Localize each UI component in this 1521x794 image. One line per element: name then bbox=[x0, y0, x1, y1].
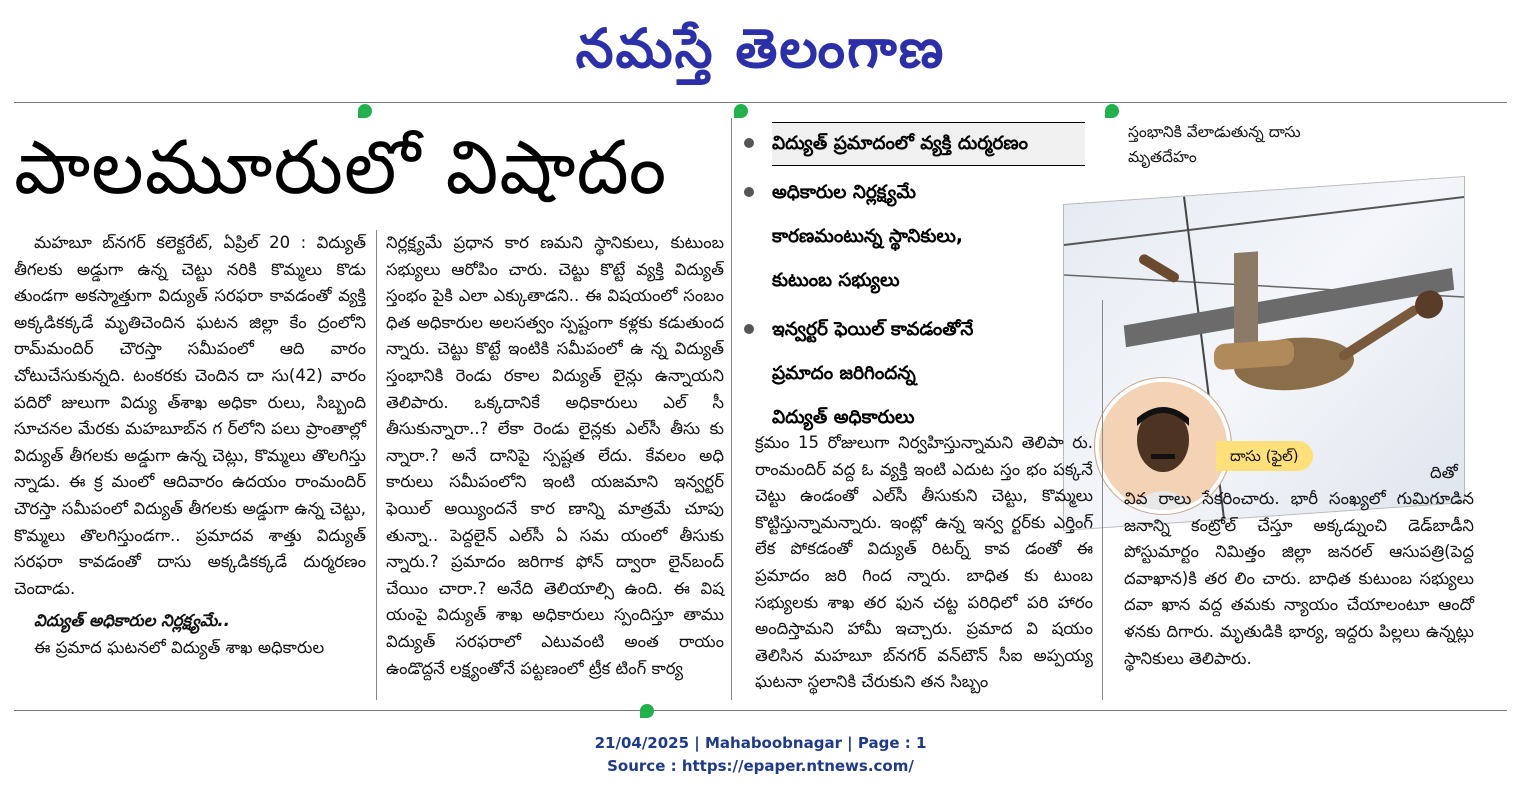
decorative-dot-icon bbox=[640, 704, 654, 718]
body-paragraph: నిర్లక్ష్యమే ప్రధాన కార ణమని స్థానికులు, కుటుంబ సభ్యులు ఆరోపిం చారు. చెట్టు కొట్టే వ్యక్తి విద్యుత్ స్తంభం పైకి ఎలా ఎక్కుతాడని.. ఈ విషయంలో సంబం ధిత అధికారుల అలసత్వం స్పష్టంగా కళ్లకు కడుతుంద న్నారు. చెట్టు కొట్టే ఇంటికి సమీపంలో ఉ న్న విద్యుత్ స్తంభానికి రెండు రకాల విద్యుత్ లైన్లు ఉన్నాయని తెలిపారు. ఒక్కదానికే అధికారులు ఎల్ సీ తీసుకున్నారా..? లేకా రెండు లైన్లకు ఎల్‌సీ తీసు కు న్నారా.? అనే దానిపై స్పష్టత లేదు. కేవలం అధి కారులు సమీపంలోని ఇంటి యజమాని ఇన్వర్టర్ ఫెయిల్ అయ్యిందనే కార ణాన్ని మాత్రమే చూపు తున్నా.. పెద్దలైన్ ఎల్‌సీ ఏ సమ యంలో తీసుకు న్నారు.? ప్రమాదం జరిగాక ఫోన్ ద్వారా లైన్‌బంద్ చేయిం చారా.? అనేది తెలియాల్సి ఉంది. ఈ విష యంపై విద్యుత్ శాఖ అధికారులు స్పందిస్తూ తాము విద్యుత్ సరఫరాలో ఎటువంటి అంత రాయం ఉండొద్దనే లక్ష్యంతోనే పట్టణంలో ట్రీక టింగ్ కార్య bbox=[386, 233, 724, 678]
footer-date-page: 21/04/2025 | Mahaboobnagar | Page : 1 bbox=[594, 734, 927, 752]
article-column-4 bbox=[1124, 486, 1474, 672]
decorative-dot-icon bbox=[734, 104, 748, 118]
sub-heading: విద్యుత్ అధికారుల నిర్లక్ష్యమే.. bbox=[34, 611, 230, 631]
body-paragraph: క్రమం 15 రోజులుగా నిర్వహిస్తున్నామని తెలిపా రు. రాంమందిర్ వద్ద ఓ వ్యక్తి ఇంటి ఎదుట స్తం భం పక్కనే చెట్టు ఉండంతో ఎల్‌సీ తీసుకుని చెట్టు, కొమ్మలు కొట్టిస్తున్నామన్నారు. ఇంట్లో ఉన్న ఇన్వ ర్టర్‌కు ఎర్తింగ్ లేక పోకడంతో విద్యుత్ రిటర్న్ కావ డంతో ఈ ప్రమాదం జరి గింద న్నారు. బాధిత కు టుంబ సభ్యులకు శాఖ తర ఫున చట్ట పరిధిలో పరి హారం అందిస్తామని హామీ ఇచ్చారు. ప్రమాద వి షయం తెలిసిన మహబూ బ్‌నగర్ వన్‌టౌన్ సీఐ అప్పయ్య ఘటనా స్థలానికి చేరుకుని తన సిబ్బం bbox=[755, 433, 1093, 692]
highlight-text: విద్యుత్ అధికారులు bbox=[772, 407, 915, 428]
highlight-item bbox=[740, 308, 1085, 440]
body-text: దితో bbox=[1430, 463, 1458, 482]
highlight-item bbox=[740, 171, 1085, 303]
highlight-text: అధికారుల నిర్లక్ష్యమే bbox=[772, 182, 916, 203]
column-divider bbox=[1102, 300, 1103, 700]
article-column-2 bbox=[386, 230, 724, 682]
article-column-3 bbox=[755, 430, 1093, 696]
footer-source[interactable]: Source : https://epaper.ntnews.com/ bbox=[607, 757, 914, 775]
body-paragraph: మహబూ బ్‌నగర్ కలెక్టరేట్, ఏప్రిల్ 20 : విద్యుత్ తీగలకు అడ్డుగా ఉన్న చెట్టు నరికి కొమ్మలు కొడు తుండగా అకస్మాత్తుగా విద్యుత్ సరఫరా కావడంతో వ్యక్తి అక్కడికక్కడే మృతిచెందిన ఘటన జిల్లా కేం ద్రంలోని రామ్‌మందిర్ చౌరస్తా సమీపంలో ఆది వారం చోటుచేసుకున్నది. టంకరకు చెందిన దా సు(42) వారం పదిరో జులుగా విద్యు త్‌శాఖ అధికా రులు, సిబ్బంది సూచనల మేరకు మహబూబ్‌న గ ర్‌లోని పలు ప్రాంతాల్లో విద్యుత్ తీగలకు అడ్డుగా ఉన్న చెట్లు, కొమ్మలు తొలగిస్తు న్నాడు. ఈ క్ర మంలో ఆదివారం ఉదయం రాంమందిర్ చౌరస్తా సమీపంలో విద్యుత్ తీగలకు అడ్డుగా ఉన్న చెట్టు, కొమ్మలు తొలగిస్తుండగా.. ప్రమాదవ శాత్తు విద్యుత్ సరఫరా కావడంతో దాసు అక్కడికక్కడే దుర్మరణం చెందాడు. bbox=[14, 233, 366, 598]
column-divider bbox=[376, 230, 377, 700]
body-paragraph: వివ రాలు సేకరించారు. భారీ సంఖ్యలో గుమిగూడిన జనాన్ని కంట్రోల్ చేస్తూ అక్కడ్నుంచి డెడ్‌బాడీని పోస్టుమార్టం నిమిత్తం జిల్లా జనరల్ ఆసుపత్రి(పెద్ద దవాఖాన)కి తర లిం చారు. బాధిత కుటుంబ సభ్యులు దవా ఖాన వద్ద తమకు న్యాయం చేయాలంటూ ఆందో ళనకు దిగారు. మృతుడికి భార్య, ఇద్దరు పిల్లలు ఉన్నట్లు స్థానికులు తెలిపారు. bbox=[1124, 489, 1474, 668]
decorative-dot-icon bbox=[1105, 104, 1119, 118]
highlight-text: విద్యుత్ ప్రమాదంలో వ్యక్తి దుర్మరణం bbox=[772, 122, 1085, 166]
highlights-box bbox=[740, 122, 1085, 445]
top-rule bbox=[14, 102, 1507, 103]
bullet-dot-icon bbox=[744, 187, 754, 197]
highlight-item bbox=[740, 122, 1085, 166]
highlight-text: ప్రమాదం జరిగిందన్న bbox=[772, 363, 916, 384]
bullet-dot-icon bbox=[744, 324, 754, 334]
article-headline: పాలమూరులో విషాదం bbox=[14, 125, 668, 211]
bullet-dot-icon bbox=[744, 138, 754, 148]
column-divider bbox=[731, 118, 732, 700]
highlight-text: కుటుంబ సభ్యులు bbox=[772, 270, 900, 291]
decorative-dot-icon bbox=[358, 104, 372, 118]
highlight-text: ఇన్వర్టర్ ఫెయిల్ కావడంతోనే bbox=[772, 319, 974, 340]
bottom-rule bbox=[14, 710, 1507, 711]
photo-caption: స్తంభానికి వేలాడుతున్న దాసు మృతదేహం bbox=[1128, 123, 1301, 166]
newspaper-masthead: నమస్తే తెలంగాణ bbox=[575, 16, 946, 80]
highlight-text: కారణమంటున్న స్థానికులు, bbox=[772, 226, 963, 247]
body-paragraph: ఈ ప్రమాద ఘటనలో విద్యుత్ శాఖ అధికారుల bbox=[34, 637, 325, 657]
portrait-label: దాసు (ఫైల్) bbox=[1216, 441, 1313, 471]
article-column-4-lead bbox=[1430, 460, 1475, 487]
article-column-1 bbox=[14, 230, 366, 662]
